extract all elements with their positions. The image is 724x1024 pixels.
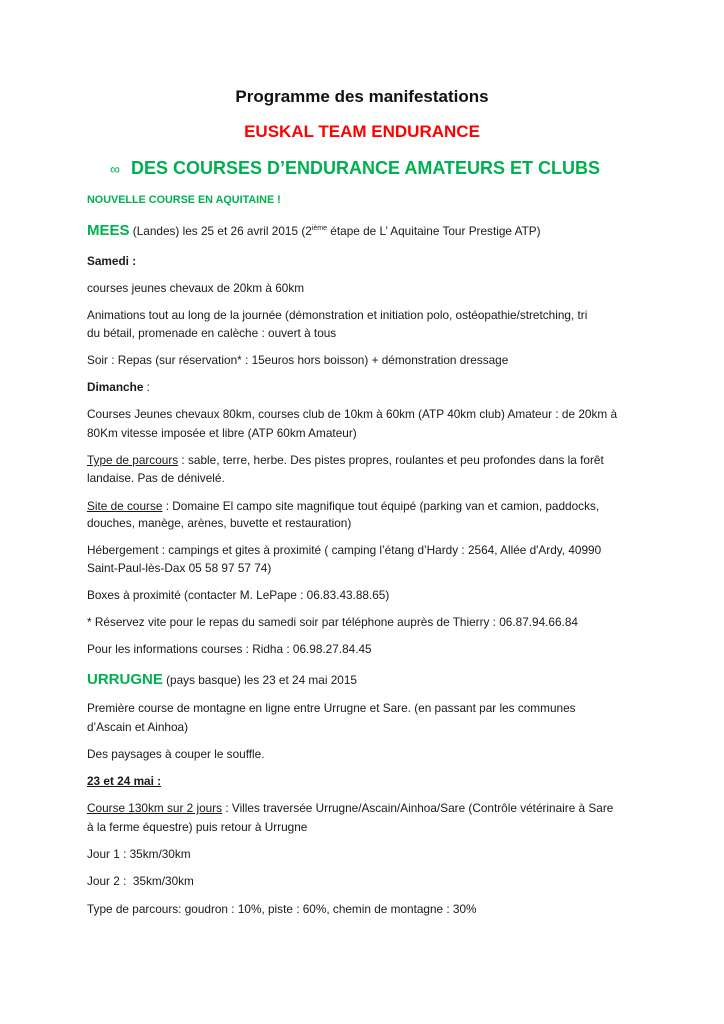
- paragraph: Pour les informations courses : Ridha : 06.98.27.84.45: [87, 642, 372, 656]
- paragraph: Première course de montagne en ligne entre Urrugne et Sare. (en passant par les communes: [87, 701, 576, 715]
- mees-stage: étape de L’ Aquitaine Tour Prestige ATP): [327, 224, 541, 238]
- paragraph: Courses Jeunes chevaux 80km, courses club de 10km à 60km (ATP 40km club) Amateur : de 20km à: [87, 407, 618, 421]
- paragraph: Jour 1 : 35km/30km: [87, 847, 191, 861]
- parcours-label: Type de parcours: [87, 453, 179, 467]
- page-title: Programme des manifestations: [235, 87, 489, 106]
- section-heading: [110, 159, 600, 178]
- site-label: Site de course: [87, 499, 163, 513]
- urrugne-date: (pays basque) les 23 et 24 mai 2015: [162, 673, 357, 687]
- paragraph: Soir : Repas (sur réservation* : 15euros hors boisson) + démonstration dressage: [87, 353, 509, 367]
- course-label: Course 130km sur 2 jours: [87, 801, 223, 815]
- samedi-label: Samedi :: [87, 254, 137, 268]
- paragraph: 80Km vitesse imposée et libre (ATP 60km Amateur): [87, 426, 357, 440]
- paragraph: à la ferme équestre) puis retour à Urrugne: [87, 820, 308, 834]
- paragraph: Hébergement : campings et gites à proximité ( camping l’étang d’Hardy : 2564, Allée d'Ardy, 40990: [87, 543, 602, 557]
- course-paragraph: [87, 799, 613, 817]
- site-text: : Domaine El campo site magnifique tout équipé (parking van et camion, paddocks,: [162, 499, 600, 513]
- paragraph: Des paysages à couper le souffle.: [87, 747, 265, 761]
- colon: :: [143, 380, 150, 394]
- urrugne-name: URRUGNE: [87, 671, 163, 688]
- parcours-text: : sable, terre, herbe. Des pistes propres, roulantes et peu profondes dans la forêt: [178, 453, 604, 467]
- section-heading-text: DES COURSES D’ENDURANCE AMATEURS ET CLUBS: [131, 158, 601, 178]
- dimanche-text: Dimanche: [87, 380, 144, 394]
- parcours-paragraph: [87, 451, 604, 469]
- site-paragraph: [87, 497, 599, 515]
- mees-name: MEES: [87, 222, 130, 239]
- paragraph: Animations tout au long de la journée (démonstration et initiation polo, ostéopathie/stretching, tri: [87, 308, 588, 322]
- mees-date: (Landes) les 25 et 26 avril 2015 (2: [129, 224, 312, 238]
- paragraph: * Réservez vite pour le repas du samedi soir par téléphone auprès de Thierry : 06.87.94.66.84: [87, 615, 578, 629]
- dates-label: 23 et 24 mai :: [87, 774, 162, 788]
- paragraph: courses jeunes chevaux de 20km à 60km: [87, 281, 305, 295]
- paragraph: Boxes à proximité (contacter M. LePape : 06.83.43.88.65): [87, 588, 390, 602]
- dimanche-label: [87, 378, 150, 396]
- course-text: : Villes traversée Urrugne/Ascain/Ainhoa/Sare (Contrôle vétérinaire à Sare: [222, 801, 614, 815]
- paragraph: douches, manège, arènes, buvette et restauration): [87, 516, 352, 530]
- paragraph: Jour 2 : 35km/30km: [87, 874, 194, 888]
- paragraph: d’Ascain et Ainhoa): [87, 720, 188, 734]
- paragraph: Type de parcours: goudron : 10%, piste : 60%, chemin de montagne : 30%: [87, 902, 477, 916]
- paragraph: du bétail, promenade en calèche : ouvert à tous: [87, 326, 337, 340]
- paragraph: Saint-Paul-lès-Dax 05 58 97 57 74): [87, 561, 272, 575]
- superscript: ième: [311, 225, 328, 233]
- team-name: EUSKAL TEAM ENDURANCE: [244, 122, 480, 141]
- mees-header: [87, 222, 541, 240]
- urrugne-header: [87, 671, 357, 689]
- infinity-bullet-icon: ∞: [110, 161, 120, 177]
- paragraph: landaise. Pas de dénivelé.: [87, 471, 225, 485]
- announcement: NOUVELLE COURSE EN AQUITAINE !: [87, 194, 281, 206]
